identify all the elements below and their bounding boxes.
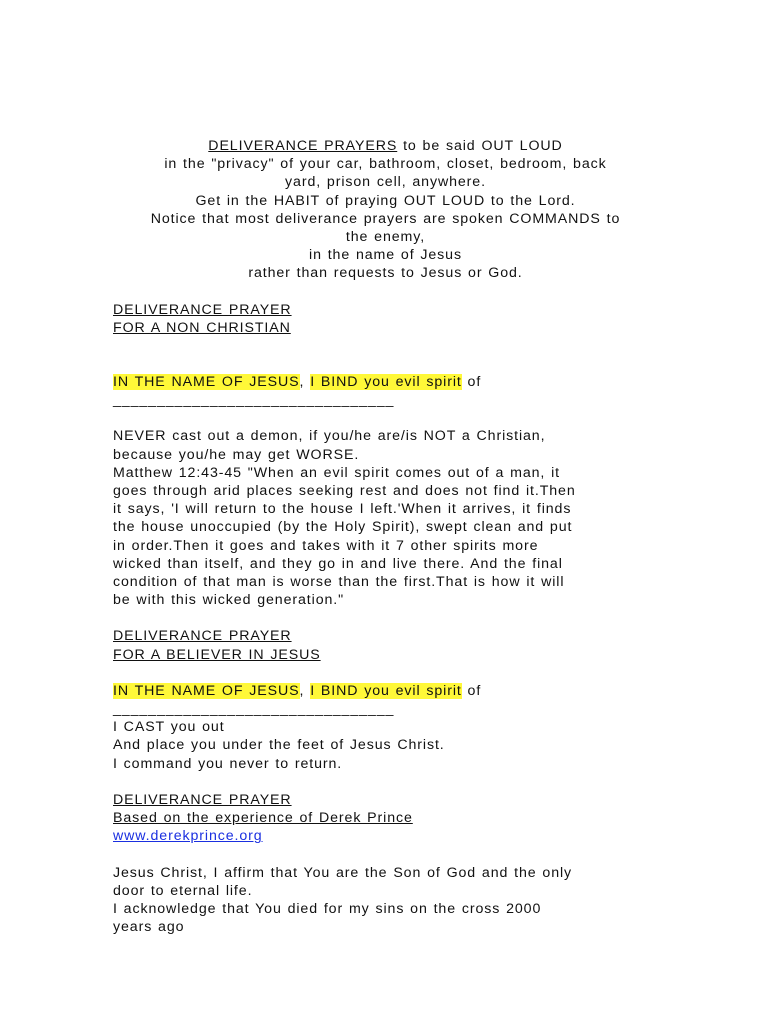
body-line: condition of that man is worse than the first.That is how it will bbox=[113, 574, 565, 591]
section-subheading: FOR A BELIEVER IN JESUS bbox=[113, 646, 321, 663]
body-line: years ago bbox=[113, 919, 185, 936]
intro-line: rather than requests to Jesus or God. bbox=[248, 265, 523, 282]
section-derek-prince bbox=[113, 791, 658, 936]
body-line: be with this wicked generation." bbox=[113, 592, 345, 609]
intro-line: Get in the HABIT of praying OUT LOUD to the Lord. bbox=[195, 192, 576, 209]
body-line: wicked than itself, and they go in and live there. And the final bbox=[113, 555, 563, 572]
command-highlight: I BIND you evil spirit bbox=[310, 374, 462, 391]
body-line: goes through arid places seeking rest and does not find it.Then bbox=[113, 483, 576, 500]
body-line: Matthew 12:43-45 "When an evil spirit comes out of a man, it bbox=[113, 464, 560, 481]
section-believer bbox=[113, 627, 658, 772]
body-line: I acknowledge that You died for my sins on the cross 2000 bbox=[113, 900, 542, 917]
body-line: it says, 'I will return to the house I left.'When it arrives, it finds bbox=[113, 501, 572, 518]
of-text: of bbox=[461, 682, 482, 699]
document-page bbox=[113, 137, 658, 936]
section-heading: DELIVERANCE PRAYER bbox=[113, 791, 292, 808]
intro-title-rest: to be said OUT LOUD bbox=[397, 138, 563, 154]
body-line: in order.Then it goes and takes with it 7 other spirits more bbox=[113, 537, 539, 554]
intro-line: Notice that most deliverance prayers are spoken COMMANDS to bbox=[150, 210, 621, 227]
body-line: I CAST you out bbox=[113, 719, 225, 736]
body-line: NEVER cast out a demon, if you/he are/is NOT a Christian, bbox=[113, 428, 546, 445]
intro-title: DELIVERANCE PRAYERS bbox=[208, 138, 398, 154]
body-line: the house unoccupied (by the Holy Spirit), swept clean and put bbox=[113, 519, 573, 536]
body-line: I command you never to return. bbox=[113, 755, 343, 772]
intro-title-line bbox=[113, 137, 658, 155]
intro-line: the enemy, bbox=[345, 229, 426, 246]
intro-line: yard, prison cell, anywhere. bbox=[285, 174, 486, 191]
command-highlight: IN THE NAME OF JESUS bbox=[113, 682, 300, 699]
section-subheading: FOR A NON CHRISTIAN bbox=[113, 319, 291, 336]
body-line: because you/he may get WORSE. bbox=[113, 446, 360, 463]
body-line: door to eternal life. bbox=[113, 882, 253, 899]
intro-block bbox=[113, 137, 658, 283]
command-highlight: I BIND you evil spirit bbox=[310, 682, 462, 699]
comma: , bbox=[299, 374, 311, 391]
command-line bbox=[113, 373, 658, 391]
body-line: And place you under the feet of Jesus Christ. bbox=[113, 737, 445, 754]
intro-line: in the "privacy" of your car, bathroom, closet, bedroom, back bbox=[164, 156, 607, 173]
command-highlight: IN THE NAME OF JESUS bbox=[113, 374, 300, 391]
derek-prince-link[interactable]: www.derekprince.org bbox=[113, 828, 263, 845]
comma: , bbox=[299, 682, 311, 699]
body-line: Jesus Christ, I affirm that You are the Son of God and the only bbox=[113, 864, 573, 881]
blank-line: ________________________________ bbox=[113, 392, 395, 409]
section-heading: DELIVERANCE PRAYER bbox=[113, 301, 292, 318]
intro-line: in the name of Jesus bbox=[309, 247, 462, 264]
section-heading: DELIVERANCE PRAYER bbox=[113, 628, 292, 645]
section-non-christian bbox=[113, 301, 658, 610]
of-text: of bbox=[461, 374, 482, 391]
blank-line: ________________________________ bbox=[113, 701, 395, 718]
command-line bbox=[113, 682, 658, 700]
section-subheading: Based on the experience of Derek Prince bbox=[113, 810, 413, 827]
